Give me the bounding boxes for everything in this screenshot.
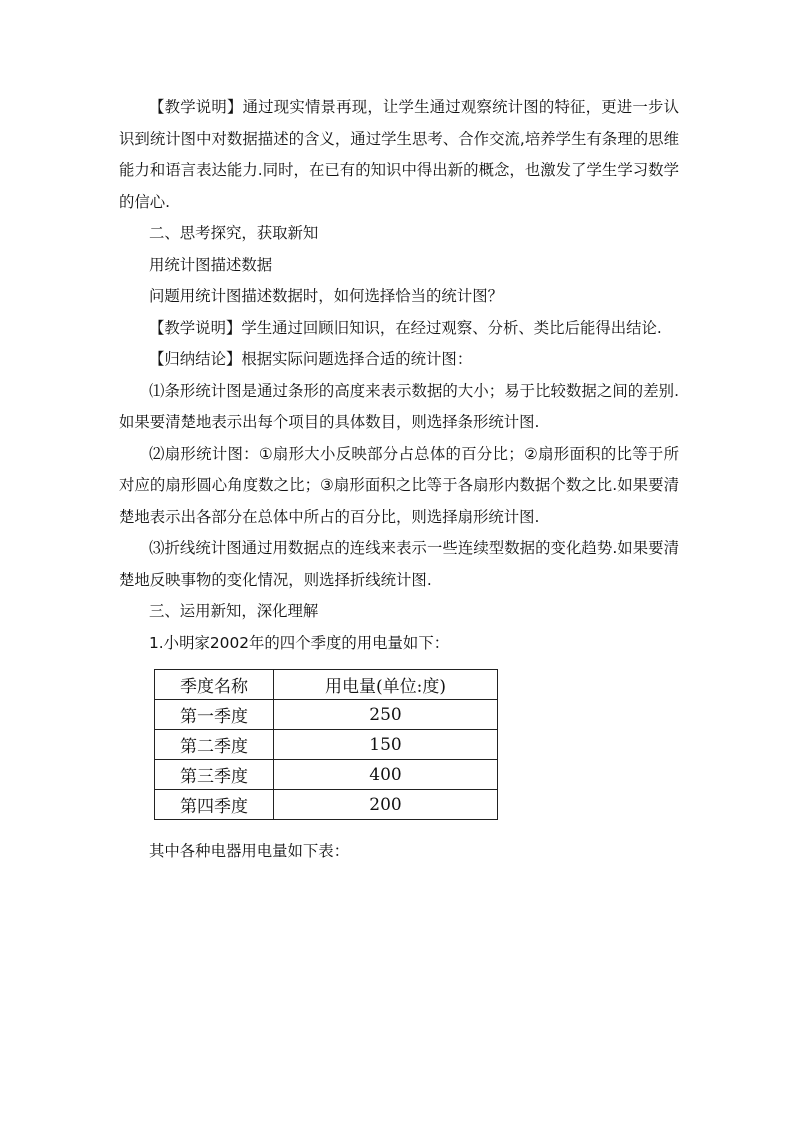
table-header-cell: 用电量(单位:度) [274,670,498,700]
document-page [119,92,679,868]
electricity-usage-table [154,669,498,820]
question-paragraph: 问题用统计图描述数据时，如何选择恰当的统计图？ [149,287,503,305]
section-heading-3: 三、运用新知，深化理解 [149,602,319,620]
conclusion-heading: 【归纳结论】根据实际问题选择合适的统计图： [149,350,473,368]
subheading-describe-data: 用统计图描述数据 [149,255,273,274]
table-cell-usage: 200 [274,790,498,820]
closing-paragraph: 其中各种电器用电量如下表： [149,842,350,860]
table-row [155,700,498,730]
teaching-note-paragraph-1: 【教学说明】通过现实情景再现，让学生通过观察统计图的特征，更进一步认识到统计图中对数据描述的含义，通过学生思考、合作交流,培养学生有条理的思维能力和语言表达能力.同时，在已有的知识中得出新的概念，也激发了学生学习数学的信心. [119,98,679,211]
table-cell-quarter: 第一季度 [155,700,274,730]
table-cell-quarter: 第二季度 [155,730,274,760]
bar-chart-item: ⑴条形统计图是通过条形的高度来表示数据的大小；易于比较数据之间的差别.如果要清楚地表示出每个项目的具体数目，则选择条形统计图. [119,381,679,431]
table-row [155,760,498,790]
table-cell-quarter: 第四季度 [155,790,274,820]
exercise-1-prompt: 1.小明家2002年的四个季度的用电量如下： [149,633,450,652]
table-row [155,790,498,820]
section-heading-2: 二、思考探究，获取新知 [149,224,319,242]
line-chart-item: ⑶折线统计图通过用数据点的连线来表示一些连续型数据的变化趋势.如果要清楚地反映事物的变化情况，则选择折线统计图. [119,539,679,589]
pie-chart-item: ⑵扇形统计图：①扇形大小反映部分占总体的百分比；②扇形面积的比等于所对应的扇形圆心角度数之比；③扇形面积之比等于各扇形内数据个数之比.如果要清楚地表示出各部分在总体中所占的百分比，则选择扇形统计图. [119,444,679,526]
table-row [155,730,498,760]
teaching-note-paragraph-2: 【教学说明】学生通过回顾旧知识，在经过观察、分析、类比后能得出结论. [149,318,662,337]
table-cell-usage: 150 [274,730,498,760]
table-header-row [155,670,498,700]
table-header-cell: 季度名称 [155,670,274,700]
table-cell-quarter: 第三季度 [155,760,274,790]
table-cell-usage: 400 [274,760,498,790]
table-cell-usage: 250 [274,700,498,730]
